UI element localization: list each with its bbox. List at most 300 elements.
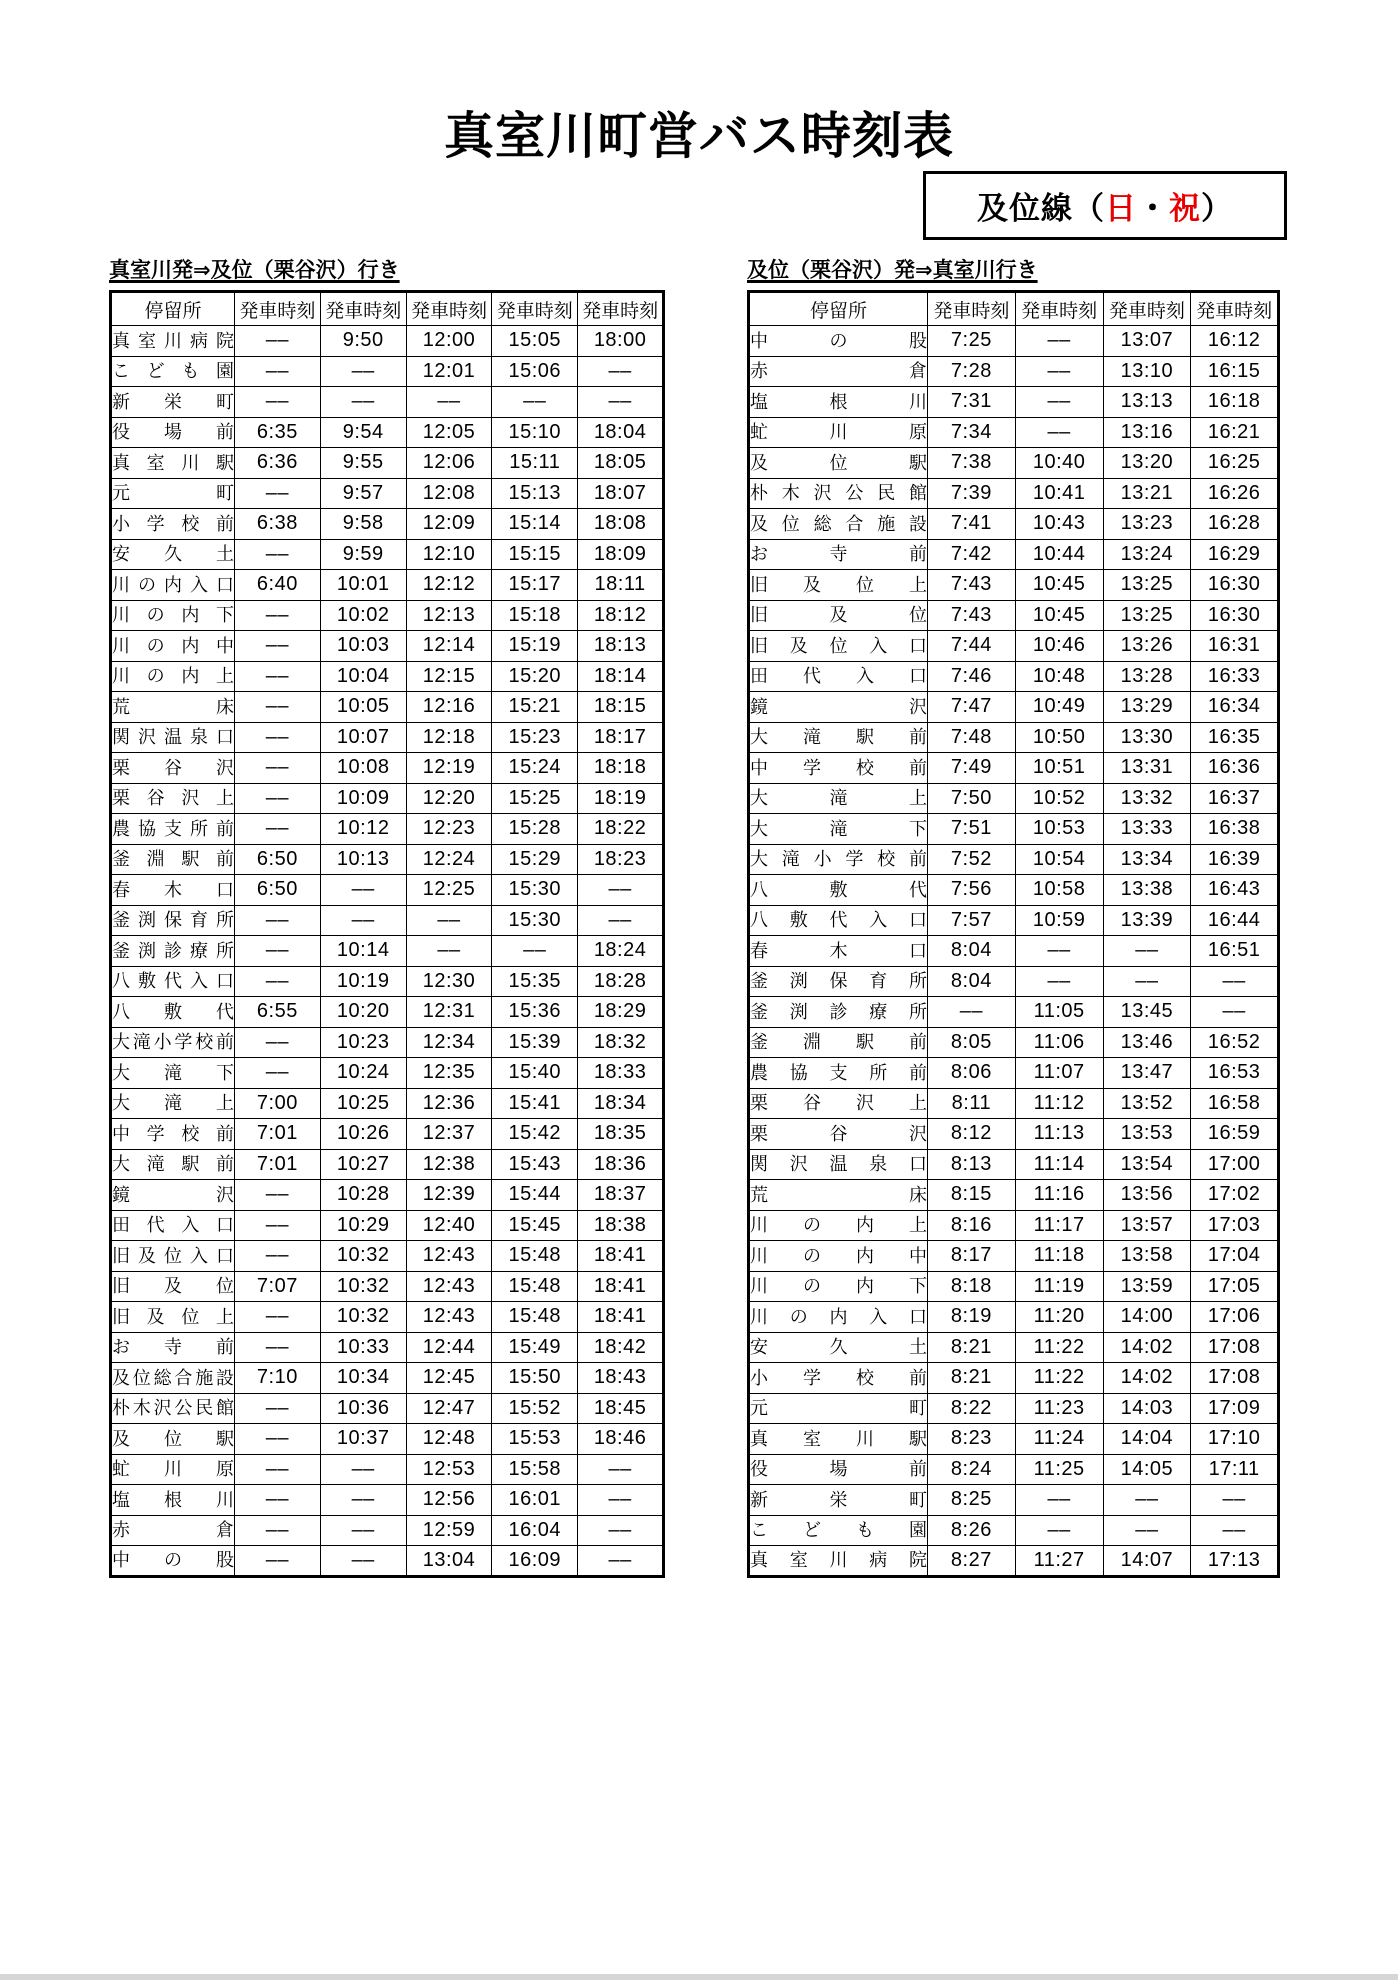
stop-name-cell: 旧 及 位 入 口 — [749, 631, 928, 662]
departure-time-cell: 13:58 — [1103, 1241, 1191, 1272]
stop-name-cell: 釜 渕 保 育 所 — [749, 966, 928, 997]
stop-row — [749, 1180, 1279, 1211]
stop-row — [111, 753, 664, 784]
departure-time-cell: 12:15 — [406, 661, 492, 692]
stop-name-cell: 旧 及 位 入 口 — [111, 1241, 235, 1272]
departure-time-cell: 11:25 — [1015, 1454, 1103, 1485]
departure-time-cell: 11:22 — [1015, 1332, 1103, 1363]
departure-time-cell: 13:24 — [1103, 539, 1191, 570]
stop-name-cell: 栗 谷 沢 上 — [111, 783, 235, 814]
stop-row — [749, 875, 1279, 906]
stop-name-cell: 赤 倉 — [749, 356, 928, 387]
stop-name-cell: 関 沢 温 泉 口 — [111, 722, 235, 753]
departure-time-cell: 10:20 — [320, 997, 406, 1028]
stop-row — [749, 1210, 1279, 1241]
departure-time-cell: 16:52 — [1191, 1027, 1279, 1058]
stop-row — [111, 1271, 664, 1302]
departure-time-cell: 7:01 — [235, 1119, 321, 1150]
route-badge-text: 及位線（ — [977, 191, 1105, 226]
departure-time-cell: 16:09 — [492, 1546, 578, 1577]
departure-time-cell: 12:10 — [406, 539, 492, 570]
stop-name-cell: 川 の 内 入 口 — [749, 1302, 928, 1333]
departure-time-cell: –– — [235, 1546, 321, 1577]
stop-name-cell: 中 の 股 — [111, 1546, 235, 1577]
departure-time-cell: –– — [235, 1332, 321, 1363]
departure-time-cell: 16:30 — [1191, 600, 1279, 631]
departure-time-cell: 17:08 — [1191, 1332, 1279, 1363]
stop-name-cell: 川 の 内 上 — [111, 661, 235, 692]
departure-time-cell: 6:50 — [235, 875, 321, 906]
departure-time-cell: 14:02 — [1103, 1363, 1191, 1394]
departure-time-cell: 15:48 — [492, 1302, 578, 1333]
departure-time-cell: 15:29 — [492, 844, 578, 875]
departure-time-cell: –– — [235, 326, 321, 357]
departure-time-cell: 13:25 — [1103, 570, 1191, 601]
departure-time-cell: 16:58 — [1191, 1088, 1279, 1119]
departure-time-cell: 18:38 — [578, 1210, 664, 1241]
stop-row — [749, 1027, 1279, 1058]
stop-name-cell: 大 滝 小 学 校 前 — [111, 1027, 235, 1058]
departure-time-cell: 11:14 — [1015, 1149, 1103, 1180]
stop-row — [749, 1485, 1279, 1516]
stop-name-cell: 川 の 内 中 — [749, 1241, 928, 1272]
departure-time-cell: 13:16 — [1103, 417, 1191, 448]
departure-time-cell: 18:42 — [578, 1332, 664, 1363]
departure-time-cell: 17:11 — [1191, 1454, 1279, 1485]
inbound-heading: 及位（栗谷沢）発⇒真室川行き — [747, 259, 1038, 282]
stop-name-cell: 新 栄 町 — [749, 1485, 928, 1516]
departure-time-cell: –– — [320, 875, 406, 906]
stop-row — [749, 1271, 1279, 1302]
departure-time-cell: 8:15 — [928, 1180, 1016, 1211]
stop-row — [111, 631, 664, 662]
departure-time-cell: 12:06 — [406, 448, 492, 479]
departure-time-cell: 12:43 — [406, 1271, 492, 1302]
departure-time-cell: 11:27 — [1015, 1546, 1103, 1577]
departure-time-cell: 10:04 — [320, 661, 406, 692]
departure-time-cell: 14:02 — [1103, 1332, 1191, 1363]
route-badge-red-text: 日 — [1105, 191, 1137, 226]
departure-time-cell: –– — [492, 387, 578, 418]
departure-time-cell: 15:30 — [492, 905, 578, 936]
page-bottom-edge — [0, 1974, 1398, 1980]
departure-time-cell: 15:30 — [492, 875, 578, 906]
departure-time-cell: 16:53 — [1191, 1058, 1279, 1089]
stop-row — [111, 478, 664, 509]
departure-time-cell: 15:14 — [492, 509, 578, 540]
departure-time-cell: 8:22 — [928, 1393, 1016, 1424]
stop-name-cell: 赤 倉 — [111, 1515, 235, 1546]
departure-time-cell: 12:01 — [406, 356, 492, 387]
stop-row — [749, 448, 1279, 479]
stop-row — [749, 1363, 1279, 1394]
departure-time-cell: 18:18 — [578, 753, 664, 784]
departure-time-cell: –– — [235, 1241, 321, 1272]
departure-time-cell: 18:41 — [578, 1241, 664, 1272]
time-column-header: 発車時刻 — [320, 292, 406, 326]
stop-row — [749, 326, 1279, 357]
stop-name-cell: 大 滝 下 — [749, 814, 928, 845]
departure-time-cell: 10:45 — [1015, 600, 1103, 631]
departure-time-cell: 10:14 — [320, 936, 406, 967]
stop-row — [749, 722, 1279, 753]
stop-row — [111, 1210, 664, 1241]
stop-name-cell: 及 位 総 合 施 設 — [111, 1363, 235, 1394]
stop-row — [111, 875, 664, 906]
stop-name-cell: 川 の 内 下 — [749, 1271, 928, 1302]
departure-time-cell: 6:55 — [235, 997, 321, 1028]
stop-name-cell: 及 位 駅 — [111, 1424, 235, 1455]
departure-time-cell: –– — [235, 1210, 321, 1241]
departure-time-cell: 11:18 — [1015, 1241, 1103, 1272]
departure-time-cell: 10:33 — [320, 1332, 406, 1363]
departure-time-cell: 13:52 — [1103, 1088, 1191, 1119]
departure-time-cell: 7:00 — [235, 1088, 321, 1119]
time-column-header: 発車時刻 — [406, 292, 492, 326]
departure-time-cell: 10:25 — [320, 1088, 406, 1119]
departure-time-cell: 10:41 — [1015, 478, 1103, 509]
departure-time-cell: 18:23 — [578, 844, 664, 875]
departure-time-cell: 13:57 — [1103, 1210, 1191, 1241]
departure-time-cell: –– — [578, 1485, 664, 1516]
stop-name-cell: 大 滝 上 — [111, 1088, 235, 1119]
departure-time-cell: 10:44 — [1015, 539, 1103, 570]
departure-time-cell: 8:19 — [928, 1302, 1016, 1333]
departure-time-cell: 6:35 — [235, 417, 321, 448]
departure-time-cell: 14:00 — [1103, 1302, 1191, 1333]
stop-column-header: 停留所 — [111, 292, 235, 326]
departure-time-cell: –– — [235, 1424, 321, 1455]
stop-row — [749, 1393, 1279, 1424]
departure-time-cell: –– — [1015, 966, 1103, 997]
departure-time-cell: 18:14 — [578, 661, 664, 692]
departure-time-cell: –– — [1103, 966, 1191, 997]
stop-row — [749, 814, 1279, 845]
departure-time-cell: 12:30 — [406, 966, 492, 997]
departure-time-cell: 16:30 — [1191, 570, 1279, 601]
stop-name-cell: 旧 及 位 — [749, 600, 928, 631]
stop-row — [111, 1088, 664, 1119]
stop-row — [749, 600, 1279, 631]
stop-name-cell: 安 久 土 — [749, 1332, 928, 1363]
stop-row — [749, 387, 1279, 418]
header-row — [749, 292, 1279, 326]
departure-time-cell: 12:20 — [406, 783, 492, 814]
departure-time-cell: 9:57 — [320, 478, 406, 509]
stop-row — [111, 966, 664, 997]
page-title: 真室川町営バス時刻表 — [444, 108, 954, 164]
route-badge-text: ） — [1201, 191, 1233, 226]
departure-time-cell: –– — [1103, 1485, 1191, 1516]
departure-time-cell: 18:13 — [578, 631, 664, 662]
time-column-header: 発車時刻 — [928, 292, 1016, 326]
departure-time-cell: 10:01 — [320, 570, 406, 601]
departure-time-cell: –– — [235, 936, 321, 967]
departure-time-cell: 18:09 — [578, 539, 664, 570]
departure-time-cell: 18:28 — [578, 966, 664, 997]
departure-time-cell: 16:31 — [1191, 631, 1279, 662]
time-column-header: 発車時刻 — [235, 292, 321, 326]
departure-time-cell: 10:40 — [1015, 448, 1103, 479]
departure-time-cell: –– — [320, 1454, 406, 1485]
stop-name-cell: 虻 川 原 — [749, 417, 928, 448]
departure-time-cell: 18:05 — [578, 448, 664, 479]
stop-row — [111, 783, 664, 814]
departure-time-cell: 8:17 — [928, 1241, 1016, 1272]
departure-time-cell: 11:16 — [1015, 1180, 1103, 1211]
departure-time-cell: 15:35 — [492, 966, 578, 997]
departure-time-cell: 9:58 — [320, 509, 406, 540]
inbound-section — [747, 258, 1280, 1578]
departure-time-cell: 16:26 — [1191, 478, 1279, 509]
departure-time-cell: –– — [578, 905, 664, 936]
stop-row — [111, 1546, 664, 1577]
departure-time-cell: –– — [235, 539, 321, 570]
departure-time-cell: –– — [320, 1515, 406, 1546]
departure-time-cell: 11:12 — [1015, 1088, 1103, 1119]
departure-time-cell: –– — [320, 387, 406, 418]
departure-time-cell: 11:05 — [1015, 997, 1103, 1028]
departure-time-cell: –– — [235, 783, 321, 814]
departure-time-cell: 18:19 — [578, 783, 664, 814]
departure-time-cell: 13:56 — [1103, 1180, 1191, 1211]
departure-time-cell: 12:16 — [406, 692, 492, 723]
departure-time-cell: 11:20 — [1015, 1302, 1103, 1333]
departure-time-cell: 10:26 — [320, 1119, 406, 1150]
stop-name-cell: 虻 川 原 — [111, 1454, 235, 1485]
departure-time-cell: 10:59 — [1015, 905, 1103, 936]
stop-name-cell: 八 敷 代 — [749, 875, 928, 906]
departure-time-cell: 12:40 — [406, 1210, 492, 1241]
departure-time-cell: 18:45 — [578, 1393, 664, 1424]
inbound-timetable — [747, 290, 1280, 1578]
departure-time-cell: 13:23 — [1103, 509, 1191, 540]
stop-name-cell: 大 滝 駅 前 — [111, 1149, 235, 1180]
stop-row — [749, 1119, 1279, 1150]
departure-time-cell: 10:23 — [320, 1027, 406, 1058]
departure-time-cell: –– — [1191, 997, 1279, 1028]
departure-time-cell: 7:41 — [928, 509, 1016, 540]
departure-time-cell: 8:11 — [928, 1088, 1016, 1119]
departure-time-cell: 10:54 — [1015, 844, 1103, 875]
stop-name-cell: 大 滝 駅 前 — [749, 722, 928, 753]
departure-time-cell: 15:48 — [492, 1241, 578, 1272]
departure-time-cell: 18:34 — [578, 1088, 664, 1119]
stop-row — [749, 356, 1279, 387]
outbound-timetable — [109, 290, 665, 1578]
departure-time-cell: –– — [578, 356, 664, 387]
departure-time-cell: 16:04 — [492, 1515, 578, 1546]
time-column-header: 発車時刻 — [578, 292, 664, 326]
stop-name-cell: 大 滝 上 — [749, 783, 928, 814]
departure-time-cell: 13:38 — [1103, 875, 1191, 906]
stop-name-cell: 農 協 支 所 前 — [111, 814, 235, 845]
departure-time-cell: 10:37 — [320, 1424, 406, 1455]
stop-name-cell: 役 場 前 — [749, 1454, 928, 1485]
departure-time-cell: 16:25 — [1191, 448, 1279, 479]
stop-name-cell: 旧 及 位 — [111, 1271, 235, 1302]
stop-row — [111, 844, 664, 875]
departure-time-cell: 15:17 — [492, 570, 578, 601]
stop-name-cell: 及 位 総 合 施 設 — [749, 509, 928, 540]
departure-time-cell: 15:44 — [492, 1180, 578, 1211]
stop-name-cell: 八 敷 代 入 口 — [749, 905, 928, 936]
departure-time-cell: 10:50 — [1015, 722, 1103, 753]
departure-time-cell: 8:12 — [928, 1119, 1016, 1150]
departure-time-cell: 12:14 — [406, 631, 492, 662]
departure-time-cell: 18:17 — [578, 722, 664, 753]
departure-time-cell: –– — [235, 478, 321, 509]
departure-time-cell: 12:39 — [406, 1180, 492, 1211]
stop-row — [111, 1485, 664, 1516]
departure-time-cell: 17:02 — [1191, 1180, 1279, 1211]
departure-time-cell: 7:51 — [928, 814, 1016, 845]
departure-time-cell: –– — [235, 1058, 321, 1089]
departure-time-cell: 7:28 — [928, 356, 1016, 387]
departure-time-cell: 18:32 — [578, 1027, 664, 1058]
departure-time-cell: –– — [1015, 387, 1103, 418]
stop-name-cell: 元 町 — [749, 1393, 928, 1424]
departure-time-cell: –– — [235, 966, 321, 997]
departure-time-cell: 15:41 — [492, 1088, 578, 1119]
departure-time-cell: 14:05 — [1103, 1454, 1191, 1485]
departure-time-cell: –– — [235, 753, 321, 784]
stop-row — [111, 1027, 664, 1058]
departure-time-cell: 10:27 — [320, 1149, 406, 1180]
departure-time-cell: 7:07 — [235, 1271, 321, 1302]
departure-time-cell: 11:13 — [1015, 1119, 1103, 1150]
departure-time-cell: 12:59 — [406, 1515, 492, 1546]
departure-time-cell: 10:43 — [1015, 509, 1103, 540]
departure-time-cell: 16:29 — [1191, 539, 1279, 570]
stop-name-cell: 田 代 入 口 — [749, 661, 928, 692]
departure-time-cell: 12:09 — [406, 509, 492, 540]
departure-time-cell: 12:38 — [406, 1149, 492, 1180]
stop-row — [111, 1363, 664, 1394]
departure-time-cell: 18:04 — [578, 417, 664, 448]
departure-time-cell: 7:48 — [928, 722, 1016, 753]
stop-row — [749, 753, 1279, 784]
departure-time-cell: 13:46 — [1103, 1027, 1191, 1058]
departure-time-cell: –– — [1103, 1515, 1191, 1546]
departure-time-cell: 8:16 — [928, 1210, 1016, 1241]
departure-time-cell: 10:58 — [1015, 875, 1103, 906]
departure-time-cell: –– — [320, 356, 406, 387]
departure-time-cell: 13:04 — [406, 1546, 492, 1577]
departure-time-cell: 14:04 — [1103, 1424, 1191, 1455]
stop-row — [111, 905, 664, 936]
stop-row — [111, 539, 664, 570]
stop-name-cell: 元 町 — [111, 478, 235, 509]
departure-time-cell: 12:13 — [406, 600, 492, 631]
departure-time-cell: 18:35 — [578, 1119, 664, 1150]
departure-time-cell: 12:34 — [406, 1027, 492, 1058]
departure-time-cell: 13:29 — [1103, 692, 1191, 723]
departure-time-cell: 12:56 — [406, 1485, 492, 1516]
departure-time-cell: –– — [492, 936, 578, 967]
departure-time-cell: 16:18 — [1191, 387, 1279, 418]
stop-name-cell: 役 場 前 — [111, 417, 235, 448]
departure-time-cell: 16:44 — [1191, 905, 1279, 936]
departure-time-cell: 13:39 — [1103, 905, 1191, 936]
departure-time-cell: 10:02 — [320, 600, 406, 631]
departure-time-cell: 12:25 — [406, 875, 492, 906]
departure-time-cell: 15:39 — [492, 1027, 578, 1058]
departure-time-cell: 9:55 — [320, 448, 406, 479]
stop-row — [749, 1058, 1279, 1089]
stop-column-header: 停留所 — [749, 292, 928, 326]
departure-time-cell: 10:07 — [320, 722, 406, 753]
stop-row — [111, 1515, 664, 1546]
stop-name-cell: 塩 根 川 — [749, 387, 928, 418]
departure-time-cell: 6:50 — [235, 844, 321, 875]
stop-name-cell: お 寺 前 — [111, 1332, 235, 1363]
stop-name-cell: 及 位 駅 — [749, 448, 928, 479]
departure-time-cell: 9:54 — [320, 417, 406, 448]
stop-row — [749, 631, 1279, 662]
stop-row — [749, 966, 1279, 997]
departure-time-cell: 15:19 — [492, 631, 578, 662]
stop-row — [111, 936, 664, 967]
departure-time-cell: 15:42 — [492, 1119, 578, 1150]
stop-name-cell: お 寺 前 — [749, 539, 928, 570]
departure-time-cell: 10:12 — [320, 814, 406, 845]
stop-row — [749, 783, 1279, 814]
stop-row — [111, 387, 664, 418]
departure-time-cell: –– — [235, 387, 321, 418]
departure-time-cell: –– — [1015, 417, 1103, 448]
departure-time-cell: –– — [235, 1027, 321, 1058]
departure-time-cell: 7:38 — [928, 448, 1016, 479]
departure-time-cell: 17:08 — [1191, 1363, 1279, 1394]
stop-name-cell: 荒 床 — [749, 1180, 928, 1211]
departure-time-cell: 15:10 — [492, 417, 578, 448]
departure-time-cell: 15:36 — [492, 997, 578, 1028]
departure-time-cell: 12:48 — [406, 1424, 492, 1455]
stop-row — [111, 722, 664, 753]
departure-time-cell: 12:47 — [406, 1393, 492, 1424]
stop-name-cell: 安 久 土 — [111, 539, 235, 570]
departure-time-cell: 12:31 — [406, 997, 492, 1028]
stop-name-cell: 真 室 川 病 院 — [111, 326, 235, 357]
departure-time-cell: 11:17 — [1015, 1210, 1103, 1241]
departure-time-cell: –– — [1191, 1515, 1279, 1546]
departure-time-cell: 10:32 — [320, 1241, 406, 1272]
departure-time-cell: –– — [406, 936, 492, 967]
departure-time-cell: 16:39 — [1191, 844, 1279, 875]
stop-name-cell: 八 敷 代 入 口 — [111, 966, 235, 997]
stop-row — [749, 1149, 1279, 1180]
departure-time-cell: 8:21 — [928, 1332, 1016, 1363]
departure-time-cell: –– — [235, 1302, 321, 1333]
departure-time-cell: 16:59 — [1191, 1119, 1279, 1150]
departure-time-cell: 13:31 — [1103, 753, 1191, 784]
departure-time-cell: 7:44 — [928, 631, 1016, 662]
departure-time-cell: 13:07 — [1103, 326, 1191, 357]
departure-time-cell: –– — [235, 631, 321, 662]
departure-time-cell: –– — [320, 1546, 406, 1577]
stop-row — [111, 356, 664, 387]
departure-time-cell: 15:05 — [492, 326, 578, 357]
departure-time-cell: 8:26 — [928, 1515, 1016, 1546]
departure-time-cell: 16:43 — [1191, 875, 1279, 906]
departure-time-cell: 8:18 — [928, 1271, 1016, 1302]
stop-row — [111, 1149, 664, 1180]
departure-time-cell: 18:07 — [578, 478, 664, 509]
departure-time-cell: –– — [1015, 936, 1103, 967]
departure-time-cell: 12:35 — [406, 1058, 492, 1089]
stop-name-cell: こ ど も 園 — [749, 1515, 928, 1546]
